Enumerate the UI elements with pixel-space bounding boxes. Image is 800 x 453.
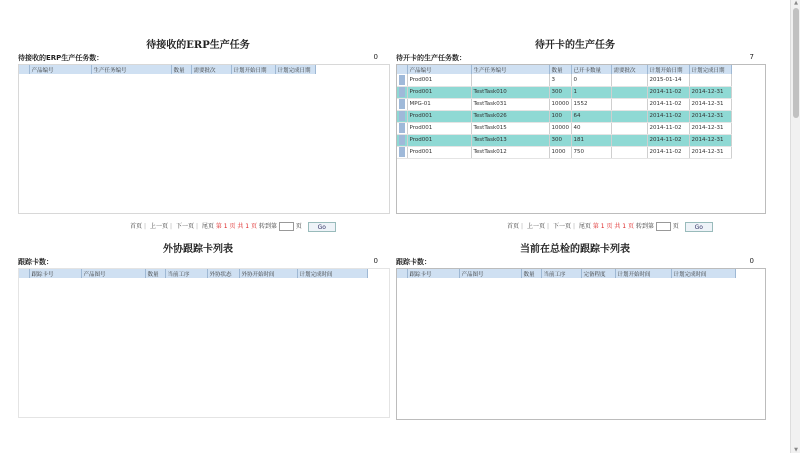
- table-cell: 2014-11-02: [647, 122, 689, 134]
- column-header[interactable]: 完备程度: [581, 269, 615, 278]
- table-cell: 2014-11-02: [647, 98, 689, 110]
- card-table-header: [397, 65, 731, 74]
- table-cell: 2014-12-31: [689, 146, 731, 158]
- page-unit: 页: [672, 223, 679, 230]
- column-header[interactable]: 需要批次: [611, 65, 647, 74]
- table-cell: [611, 98, 647, 110]
- table-row[interactable]: [397, 86, 731, 98]
- table-cell: Prod001: [407, 110, 471, 122]
- column-header[interactable]: 计划开始时间: [615, 269, 671, 278]
- scrollbar-thumb[interactable]: [793, 8, 799, 118]
- row-selector[interactable]: [397, 134, 407, 146]
- jump-label: 转到第: [635, 223, 654, 230]
- table-row[interactable]: [397, 134, 731, 146]
- select-column-header: [397, 269, 407, 278]
- table-cell: 2014-12-31: [689, 98, 731, 110]
- column-header[interactable]: 跟踪卡号: [407, 269, 459, 278]
- outsource-grid[interactable]: [18, 268, 390, 418]
- table-cell: 1000: [549, 146, 571, 158]
- column-header[interactable]: 数量: [145, 269, 165, 278]
- last-page-link[interactable]: 尾页: [578, 223, 591, 230]
- table-cell: 181: [571, 134, 611, 146]
- card-count-value: 7: [749, 53, 754, 61]
- column-header[interactable]: 计划完成时间: [671, 269, 735, 278]
- table-cell: 0: [571, 74, 611, 86]
- table-cell: Prod001: [407, 74, 471, 86]
- select-column-header: [19, 65, 29, 74]
- table-cell: 2014-11-02: [647, 146, 689, 158]
- erp-table-header: [19, 65, 315, 74]
- table-cell: 10000: [549, 98, 571, 110]
- row-selector[interactable]: [397, 122, 407, 134]
- table-cell: 100: [549, 110, 571, 122]
- table-cell: 2014-11-02: [647, 134, 689, 146]
- table-cell: 2015-01-14: [647, 74, 689, 86]
- go-button[interactable]: Go: [308, 222, 336, 232]
- erp-task-grid[interactable]: [18, 64, 390, 214]
- erp-task-panel: [18, 36, 378, 236]
- table-cell: TestTask026: [471, 110, 549, 122]
- scroll-up-icon[interactable]: ▲: [794, 0, 798, 6]
- row-selector[interactable]: [397, 110, 407, 122]
- scroll-down-icon[interactable]: ▼: [794, 447, 798, 453]
- column-header[interactable]: 外协开始时间: [239, 269, 297, 278]
- prev-page-link[interactable]: 上一页: [149, 223, 168, 230]
- inspect-table-header: [397, 269, 735, 278]
- column-header[interactable]: 产品编号: [407, 65, 471, 74]
- table-cell: [611, 134, 647, 146]
- outsource-table: [19, 269, 368, 278]
- column-header[interactable]: 数量: [521, 269, 541, 278]
- outsource-panel-title: 外协跟踪卡列表: [163, 244, 233, 255]
- page-jump-input[interactable]: [656, 222, 671, 231]
- table-cell: 40: [571, 122, 611, 134]
- table-cell: MPG-01: [407, 98, 471, 110]
- page-unit: 页: [295, 223, 302, 230]
- card-task-grid[interactable]: [396, 64, 766, 214]
- page-info: 第 1 页 共 1 页: [215, 223, 258, 230]
- column-header[interactable]: 计划完成日期: [275, 65, 315, 74]
- table-cell: TestTask031: [471, 98, 549, 110]
- inspect-count-value: 0: [749, 257, 754, 265]
- column-header[interactable]: 已开卡数量: [571, 65, 611, 74]
- column-header[interactable]: 产品图号: [459, 269, 521, 278]
- column-header[interactable]: 当前工序: [541, 269, 581, 278]
- column-header[interactable]: 数量: [549, 65, 571, 74]
- column-header[interactable]: 计划开始日期: [647, 65, 689, 74]
- erp-count-label: 待接收的ERP生产任务数：: [18, 54, 104, 62]
- go-button[interactable]: Go: [685, 222, 713, 232]
- column-header[interactable]: 产品编号: [29, 65, 91, 74]
- select-column-header: [397, 65, 407, 74]
- table-cell: 2014-12-31: [689, 86, 731, 98]
- table-cell: [611, 146, 647, 158]
- page-info: 第 1 页 共 1 页: [592, 223, 635, 230]
- erp-task-table: [19, 65, 316, 74]
- table-cell: [611, 122, 647, 134]
- table-row[interactable]: [397, 122, 731, 134]
- table-cell: 750: [571, 146, 611, 158]
- column-header[interactable]: 外协状态: [207, 269, 239, 278]
- jump-label: 转到第: [258, 223, 277, 230]
- column-header[interactable]: 生产任务编号: [91, 65, 171, 74]
- next-page-link[interactable]: 下一页: [552, 223, 571, 230]
- prev-page-link[interactable]: 上一页: [526, 223, 545, 230]
- inspect-grid[interactable]: [396, 268, 766, 420]
- outsource-count-value: 0: [373, 257, 378, 265]
- table-cell: 2014-12-31: [689, 134, 731, 146]
- table-cell: 64: [571, 110, 611, 122]
- outsource-table-header: [19, 269, 367, 278]
- table-cell: 300: [549, 86, 571, 98]
- row-selector[interactable]: [397, 146, 407, 158]
- table-cell: TestTask012: [471, 146, 549, 158]
- table-cell: Prod001: [407, 134, 471, 146]
- table-cell: [611, 86, 647, 98]
- table-cell: 10000: [549, 122, 571, 134]
- table-cell: [689, 74, 731, 86]
- row-selector[interactable]: [397, 74, 407, 86]
- column-header[interactable]: 需要批次: [191, 65, 231, 74]
- outsource-count-label: 跟踪卡数：: [18, 258, 53, 266]
- erp-panel-title: 待接收的ERP生产任务: [146, 40, 250, 51]
- page-scrollbar[interactable]: [790, 0, 800, 453]
- table-cell: TestTask015: [471, 122, 549, 134]
- page-jump-input[interactable]: [279, 222, 294, 231]
- erp-count-value: 0: [373, 53, 378, 61]
- table-row[interactable]: [397, 74, 731, 86]
- column-header[interactable]: 计划完成日期: [689, 65, 731, 74]
- table-cell: TestTask010: [471, 86, 549, 98]
- row-selector[interactable]: [397, 86, 407, 98]
- table-row[interactable]: [397, 110, 731, 122]
- row-selector[interactable]: [397, 98, 407, 110]
- column-header[interactable]: 计划完成时间: [297, 269, 367, 278]
- table-cell: 2014-12-31: [689, 122, 731, 134]
- table-cell: 2014-12-31: [689, 110, 731, 122]
- column-header[interactable]: 生产任务编号: [471, 65, 549, 74]
- table-cell: [611, 74, 647, 86]
- erp-pager: 首页 | 上一页 | 下一页 | 尾页 第 1 页 共 1 页 转到第 页 Go: [130, 221, 336, 232]
- table-row[interactable]: [397, 146, 731, 158]
- column-header[interactable]: 数量: [171, 65, 191, 74]
- table-cell: 3: [549, 74, 571, 86]
- table-cell: [611, 110, 647, 122]
- inspect-count-label: 跟踪卡数：: [396, 258, 431, 266]
- card-count-label: 待开卡的生产任务数：: [396, 54, 466, 62]
- table-cell: 2014-11-02: [647, 86, 689, 98]
- table-cell: Prod001: [407, 86, 471, 98]
- card-pager: 首页 | 上一页 | 下一页 | 尾页 第 1 页 共 1 页 转到第 页 Go: [507, 221, 713, 232]
- card-panel-title: 待开卡的生产任务: [535, 40, 615, 51]
- column-header[interactable]: 当前工序: [165, 269, 207, 278]
- table-cell: Prod001: [407, 146, 471, 158]
- table-row[interactable]: [397, 98, 731, 110]
- table-cell: TestTask013: [471, 134, 549, 146]
- table-cell: 300: [549, 134, 571, 146]
- card-task-table: [397, 65, 732, 159]
- column-header[interactable]: 产品图号: [81, 269, 145, 278]
- table-cell: 2014-11-02: [647, 110, 689, 122]
- column-header[interactable]: 计划开始日期: [231, 65, 275, 74]
- table-cell: 1: [571, 86, 611, 98]
- select-column-header: [19, 269, 29, 278]
- inspect-panel: [396, 240, 754, 430]
- table-cell: [471, 74, 549, 86]
- next-page-link[interactable]: 下一页: [175, 223, 194, 230]
- table-cell: Prod001: [407, 122, 471, 134]
- column-header[interactable]: 跟踪卡号: [29, 269, 81, 278]
- inspect-panel-title: 当前在总检的跟踪卡列表: [520, 244, 630, 255]
- last-page-link[interactable]: 尾页: [201, 223, 214, 230]
- table-cell: 1552: [571, 98, 611, 110]
- first-page-link[interactable]: 首页: [507, 223, 520, 230]
- card-task-panel: [396, 36, 754, 216]
- inspect-table: [397, 269, 736, 278]
- first-page-link[interactable]: 首页: [130, 223, 143, 230]
- outsource-panel: [18, 240, 378, 420]
